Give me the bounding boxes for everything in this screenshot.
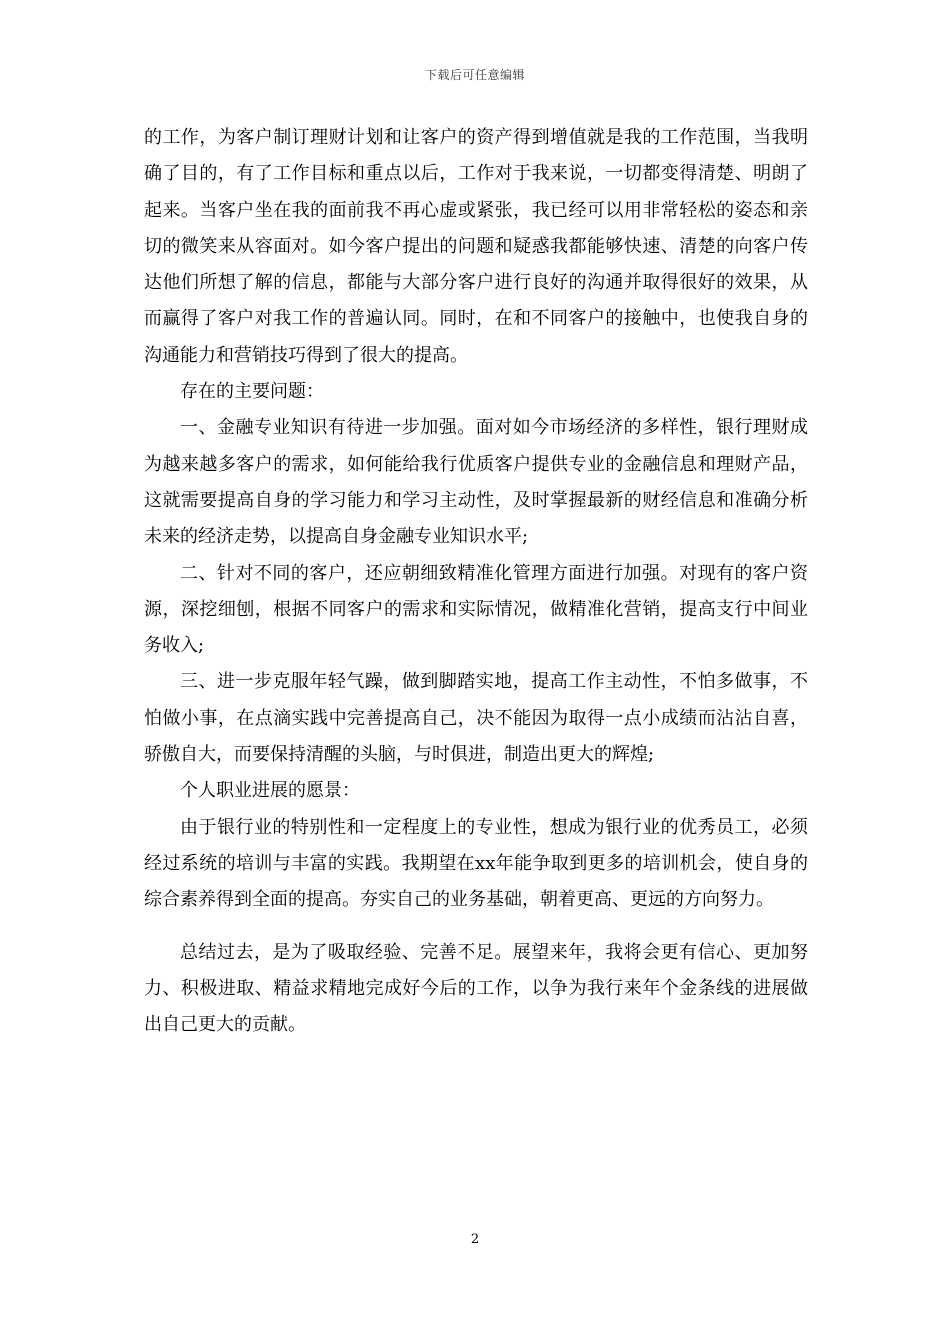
section-heading-problems: 存在的主要问题：	[180, 381, 324, 403]
page-number: 2	[470, 1232, 480, 1247]
section-heading-vision: 个人职业进展的愿景：	[180, 780, 360, 802]
paragraph-vision: 由于银行业的特别性和一定程度上的专业性，想成为银行业的优秀员工，必须经过系统的培训与丰富的实践。我期望在xx年能争取到更多的培训机会，使自身的综合素养得到全面的提高。夯实自己的业务基础，朝着更高、更远的方向努力。	[144, 816, 808, 911]
paragraph-problem-3: 三、进一步克服年轻气躁，做到脚踏实地，提高工作主动性，不怕多做事，不怕做小事，在点滴实践中完善提高自己，决不能因为取得一点小成绩而沾沾自喜，骄傲自大，而要保持清醒的头脑，与时俱进，制造出更大的辉煌;	[144, 671, 808, 766]
document-body	[144, 120, 808, 1043]
paragraph-problem-2: 二、针对不同的客户，还应朝细致精准化管理方面进行加强。对现有的客户资源，深挖细刨，根据不同客户的需求和实际情况，做精准化营销，提高支行中间业务收入;	[144, 562, 808, 657]
paragraph-work-summary: 的工作，为客户制订理财计划和让客户的资产得到增值就是我的工作范围，当我明确了目的，有了工作目标和重点以后，工作对于我来说，一切都变得清楚、明朗了起来。当客户坐在我的面前我不再心虚或紧张，我已经可以用非常轻松的姿态和亲切的微笑来从容面对。如今客户提出的问题和疑惑我都能够快速、清楚的向客户传达他们所想了解的信息，都能与大部分客户进行良好的沟通并取得很好的效果，从而赢得了客户对我工作的普遍认同。同时，在和不同客户的接触中，也使我自身的沟通能力和营销技巧得到了很大的提高。	[144, 127, 808, 366]
paragraph-conclusion: 总结过去，是为了吸取经验、完善不足。展望来年，我将会更有信心、更加努力、积极进取、精益求精地完成好今后的工作，以争为我行来年个金条线的进展做出自己更大的贡献。	[144, 941, 808, 1036]
page-header: 下载后可任意编辑	[424, 68, 525, 82]
paragraph-problem-1: 一、金融专业知识有待进一步加强。面对如今市场经济的多样性，银行理财成为越来越多客户的需求，如何能给我行优质客户提供专业的金融信息和理财产品，这就需要提高自身的学习能力和学习主动性，及时掌握最新的财经信息和准确分析未来的经济走势，以提高自身金融专业知识水平;	[144, 417, 808, 548]
